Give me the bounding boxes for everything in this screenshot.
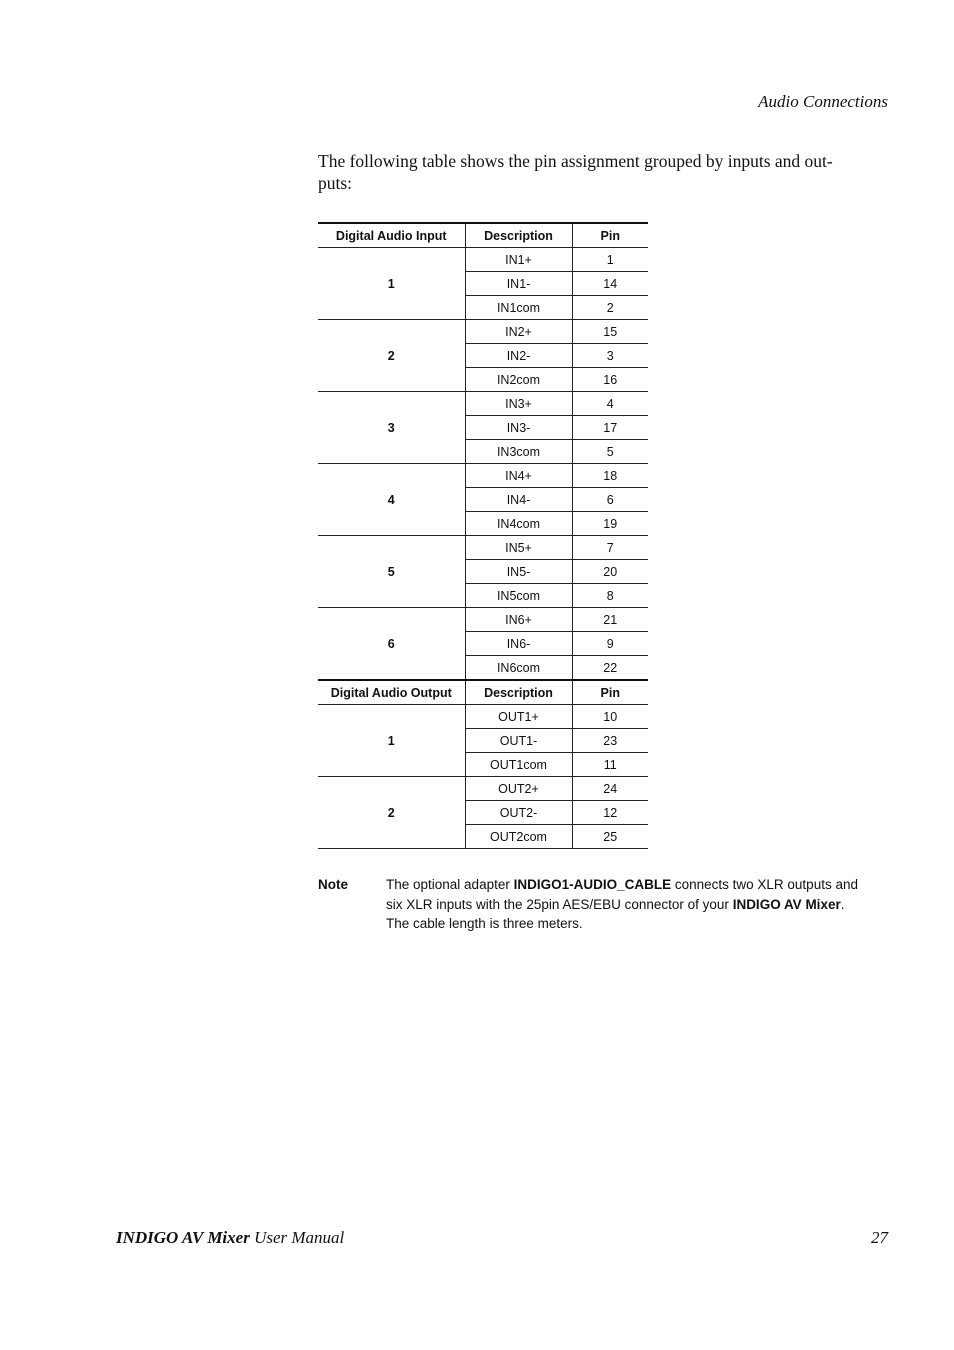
header-description-cell: Description xyxy=(465,223,572,248)
note-text-part: The optional adapter xyxy=(386,877,514,892)
description-cell: OUT2- xyxy=(465,801,572,825)
header-group-cell: Digital Audio Input xyxy=(318,223,465,248)
note-text-part: connects two XLR outputs and six XLR inputs with the 25pin AES/EBU connector of your xyxy=(386,877,858,912)
channel-number-cell: 3 xyxy=(318,392,465,464)
channel-number-cell: 2 xyxy=(318,777,465,849)
intro-line-1: The following table shows the pin assignment grouped by inputs and out- xyxy=(318,151,833,171)
description-cell: OUT2com xyxy=(465,825,572,849)
description-cell: IN6+ xyxy=(465,608,572,632)
table-row xyxy=(318,392,648,416)
description-cell: IN2- xyxy=(465,344,572,368)
pin-assignment-table xyxy=(318,222,648,849)
header-pin-cell: Pin xyxy=(572,680,648,705)
table-header-row xyxy=(318,680,648,705)
table-row xyxy=(318,320,648,344)
page-number: 27 xyxy=(871,1228,888,1247)
note-label: Note xyxy=(318,877,348,892)
table-row xyxy=(318,608,648,632)
pin-cell: 6 xyxy=(572,488,648,512)
header-description-cell: Description xyxy=(465,680,572,705)
note-text xyxy=(386,875,858,934)
pin-cell: 5 xyxy=(572,440,648,464)
description-cell: OUT1- xyxy=(465,729,572,753)
pin-cell: 17 xyxy=(572,416,648,440)
channel-number-cell: 1 xyxy=(318,248,465,320)
pin-cell: 15 xyxy=(572,320,648,344)
pin-cell: 20 xyxy=(572,560,648,584)
description-cell: IN4- xyxy=(465,488,572,512)
description-cell: IN6- xyxy=(465,632,572,656)
header-pin-cell: Pin xyxy=(572,223,648,248)
description-cell: OUT1+ xyxy=(465,705,572,729)
note-product-mixer: INDIGO AV Mixer xyxy=(732,896,841,912)
description-cell: IN1+ xyxy=(465,248,572,272)
pin-cell: 12 xyxy=(572,801,648,825)
channel-number-cell: 5 xyxy=(318,536,465,608)
pin-cell: 25 xyxy=(572,825,648,849)
header-group-cell: Digital Audio Output xyxy=(318,680,465,705)
description-cell: IN1com xyxy=(465,296,572,320)
pin-cell: 24 xyxy=(572,777,648,801)
description-cell: IN5com xyxy=(465,584,572,608)
description-cell: IN6com xyxy=(465,656,572,681)
table-row xyxy=(318,248,648,272)
note-block xyxy=(318,875,858,934)
pin-cell: 9 xyxy=(572,632,648,656)
pin-cell: 8 xyxy=(572,584,648,608)
channel-number-cell: 4 xyxy=(318,464,465,536)
note-text-part: . The cable length is three meters. xyxy=(386,896,845,931)
pin-cell: 22 xyxy=(572,656,648,681)
intro-line-2: puts: xyxy=(318,173,353,193)
note-product-cable: INDIGO1-AUDIO_CABLE xyxy=(513,877,672,892)
pin-cell: 14 xyxy=(572,272,648,296)
description-cell: OUT2+ xyxy=(465,777,572,801)
pin-cell: 10 xyxy=(572,705,648,729)
pin-cell: 3 xyxy=(572,344,648,368)
table-header-row xyxy=(318,223,648,248)
footer-product-name: INDIGO AV Mixer xyxy=(116,1228,250,1247)
description-cell: IN2com xyxy=(465,368,572,392)
description-cell: IN5- xyxy=(465,560,572,584)
pin-cell: 11 xyxy=(572,753,648,777)
description-cell: IN4com xyxy=(465,512,572,536)
description-cell: IN4+ xyxy=(465,464,572,488)
channel-number-cell: 1 xyxy=(318,705,465,777)
description-cell: IN5+ xyxy=(465,536,572,560)
description-cell: OUT1com xyxy=(465,753,572,777)
footer-manual-label: User Manual xyxy=(249,1228,345,1247)
intro-paragraph xyxy=(318,150,890,194)
description-cell: IN1- xyxy=(465,272,572,296)
table-row xyxy=(318,464,648,488)
table-row xyxy=(318,536,648,560)
pin-cell: 18 xyxy=(572,464,648,488)
description-cell: IN2+ xyxy=(465,320,572,344)
channel-number-cell: 6 xyxy=(318,608,465,681)
pin-cell: 21 xyxy=(572,608,648,632)
running-header-section-title: Audio Connections xyxy=(758,92,888,111)
pin-cell: 2 xyxy=(572,296,648,320)
pin-cell: 23 xyxy=(572,729,648,753)
pin-cell: 7 xyxy=(572,536,648,560)
pin-cell: 19 xyxy=(572,512,648,536)
footer-manual-title xyxy=(116,1228,344,1248)
description-cell: IN3- xyxy=(465,416,572,440)
description-cell: IN3+ xyxy=(465,392,572,416)
channel-number-cell: 2 xyxy=(318,320,465,392)
table-row xyxy=(318,705,648,729)
description-cell: IN3com xyxy=(465,440,572,464)
pin-cell: 16 xyxy=(572,368,648,392)
pin-table-body xyxy=(318,223,648,849)
pin-cell: 4 xyxy=(572,392,648,416)
pin-cell: 1 xyxy=(572,248,648,272)
table-row xyxy=(318,777,648,801)
